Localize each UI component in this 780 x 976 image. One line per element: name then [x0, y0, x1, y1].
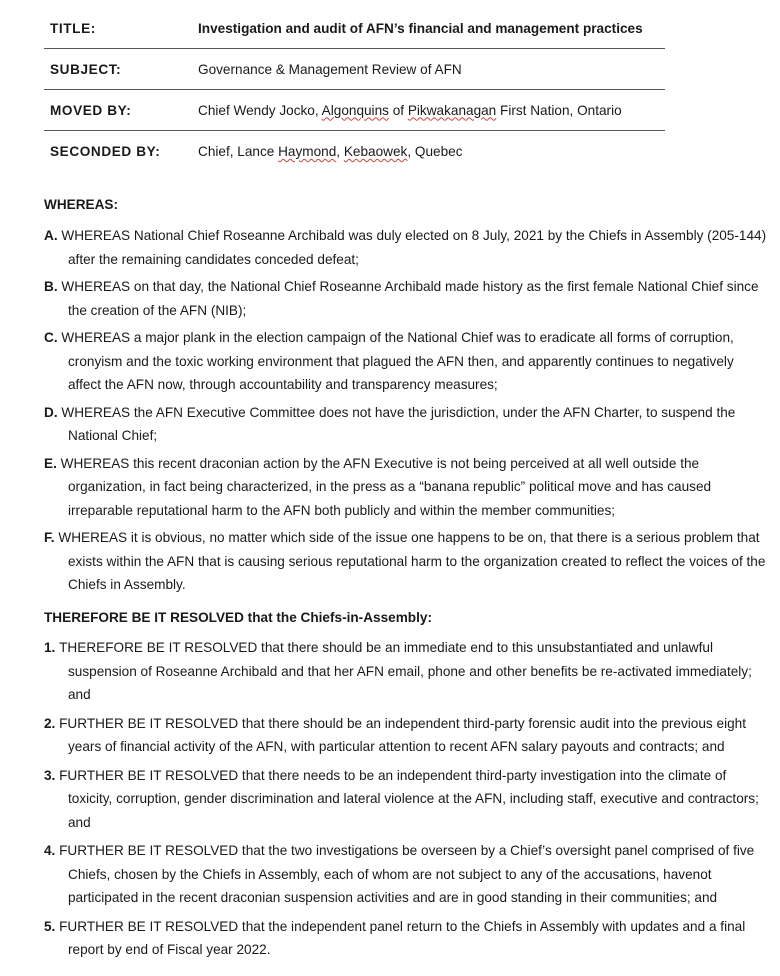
whereas-clause-text: exists within the AFN that is causing serious reputational harm to the organization created to reflect the voices of the	[68, 553, 766, 569]
whereas-clause-line	[44, 224, 767, 248]
seconded-by-label: SECONDED BY:	[50, 144, 161, 159]
resolved-clause-line	[44, 915, 744, 939]
subject-value: Governance & Management Review of AFN	[198, 61, 462, 77]
resolved-clause-marker: 1.	[44, 640, 60, 655]
whereas-clause-text: organization, in fact being characterized, in the press as a “banana republic” political move and has caused	[68, 479, 712, 494]
resolved-heading: THEREFORE BE IT RESOLVED that the Chiefs-in-Assembly:	[44, 610, 432, 625]
resolved-clause-text: FURTHER BE IT RESOLVED that the two investigations be overseen by a Chief’s oversight panel comprised of five	[59, 843, 755, 858]
whereas-clause-marker: E.	[44, 455, 61, 471]
title-row	[44, 8, 665, 49]
whereas-clause-text: cronyism and the toxic working environment that plagued the AFN then, and apparently continues to negatively	[68, 353, 734, 369]
moved-by-text-3: First Nation, Ontario	[496, 102, 622, 118]
whereas-heading: WHEREAS:	[44, 197, 119, 212]
whereas-clause-text: WHEREAS the AFN Executive Committee does not have the jurisdiction, under the AFN Charter, to suspend the	[61, 404, 736, 420]
resolved-clause-line	[44, 735, 744, 759]
whereas-clause-marker: B.	[44, 279, 62, 294]
resolved-clause-marker: 3.	[44, 767, 60, 783]
whereas-clause-line	[44, 452, 744, 476]
whereas-clause-text: affect the AFN now, through accountability and transparency measures;	[68, 377, 498, 392]
moved-by-text-2: of	[388, 102, 408, 118]
seconded-by-word-1: Haymond	[278, 144, 337, 159]
resolved-clause-line	[44, 683, 744, 707]
whereas-clause	[44, 326, 744, 397]
resolved-clause	[44, 764, 759, 835]
resolved-clause-text: toxicity, corruption, gender discrimination and lateral violence at the AFN, including staff, executive and contractors;	[68, 791, 759, 806]
resolved-clause-line	[44, 636, 744, 660]
resolved-clause-text: suspension of Roseanne Archibald and that her AFN email, phone and other benefits be re-activated immediately;	[68, 663, 752, 679]
resolved-clauses	[44, 636, 759, 962]
resolved-clause-text: years of financial activity of the AFN, with particular attention to recent AFN salary payouts and contracts; and	[68, 739, 725, 754]
whereas-clause-marker: D.	[44, 404, 62, 420]
whereas-clause	[44, 401, 744, 448]
moved-by-word-2: Pikwakanagan	[407, 102, 497, 118]
resolved-clause-text: Chiefs, chosen by the Chiefs in Assembly, each of whom are not subject to any of the accusations, havenot	[68, 866, 712, 882]
whereas-clause-text: after the remaining candidates conceded defeat;	[68, 251, 359, 267]
whereas-clause-line	[44, 424, 744, 448]
whereas-clause-line	[44, 373, 744, 397]
resolved-clause	[44, 636, 752, 707]
whereas-clause-line	[44, 326, 744, 350]
whereas-clause-text: irreparable reputational harm to the AFN both publicly and within the member communities;	[68, 502, 616, 518]
whereas-clause	[44, 452, 744, 523]
whereas-clause	[44, 224, 767, 271]
resolved-clause	[44, 915, 744, 962]
resolved-clause	[44, 712, 744, 759]
moved-by-row	[44, 90, 665, 131]
moved-by-label: MOVED BY:	[50, 102, 132, 118]
moved-by-word-1: Algonquins	[321, 102, 389, 118]
seconded-by-text-3: , Quebec	[407, 144, 463, 159]
resolved-clause-text: report by end of Fiscal year 2022.	[68, 942, 271, 957]
whereas-clause-text: the creation of the AFN (NIB);	[68, 302, 247, 318]
seconded-by-text-1: Chief, Lance	[198, 144, 279, 159]
moved-by-value	[198, 103, 665, 118]
whereas-clause-marker: F.	[44, 530, 59, 545]
whereas-clause-line	[44, 526, 760, 550]
whereas-clause-line	[44, 248, 744, 272]
resolved-clause-line	[44, 938, 744, 962]
resolved-clause-marker: 2.	[44, 715, 60, 731]
resolved-clause-line	[44, 839, 755, 863]
whereas-clause-text: WHEREAS it is obvious, no matter which side of the issue one happens to be on, that there is a serious problem that	[58, 530, 760, 545]
whereas-clause-line	[44, 401, 744, 425]
resolved-clause-line	[44, 863, 744, 887]
resolved-clause-text: THEREFORE BE IT RESOLVED that there should be an immediate end to this unsubstantiated and unlawful	[59, 640, 713, 655]
resolved-clause-line	[44, 886, 744, 910]
whereas-clause-line	[44, 550, 766, 574]
resolved-clause-text: FURTHER BE IT RESOLVED that there needs to be an independent third-party investigation into the climate of	[59, 767, 727, 783]
resolved-clause-text: participated in the recent draconian suspension activities and are in good standing in their communities; and	[68, 890, 718, 905]
whereas-clause-marker: A.	[44, 228, 62, 243]
seconded-by-row	[44, 131, 665, 172]
resolved-clause-text: and	[68, 814, 91, 830]
whereas-clause	[44, 526, 766, 597]
whereas-clauses	[44, 224, 767, 597]
resolved-clause-marker: 4.	[44, 843, 60, 858]
resolved-clause	[44, 839, 755, 910]
resolved-clause-line	[44, 787, 759, 811]
resolved-clause-line	[44, 660, 752, 684]
resolved-clause-marker: 5.	[44, 918, 60, 934]
title-label: TITLE:	[50, 20, 96, 36]
whereas-clause-line	[44, 475, 744, 499]
resolved-clause-text: FURTHER BE IT RESOLVED that there should be an independent third-party forensic audit into the previous eight	[59, 715, 746, 731]
seconded-by-text-2: ,	[336, 144, 344, 159]
resolved-clause-line	[44, 811, 744, 835]
title-value: Investigation and audit of AFN’s financial and management practices	[198, 20, 643, 36]
seconded-by-value	[198, 144, 665, 159]
whereas-clause-text: Chiefs in Assembly.	[68, 577, 186, 592]
whereas-clause-line	[44, 350, 744, 374]
whereas-clause-marker: C.	[44, 330, 62, 345]
whereas-clause-line	[44, 499, 744, 523]
whereas-clause-line	[44, 573, 744, 597]
resolved-clause-text: and	[68, 687, 91, 702]
whereas-clause-line	[44, 299, 744, 323]
whereas-clause-text: WHEREAS National Chief Roseanne Archibald was duly elected on 8 July, 2021 by the Chiefs in Assembly (205-144)	[61, 228, 767, 243]
subject-label: SUBJECT:	[50, 61, 122, 77]
whereas-clause-text: WHEREAS on that day, the National Chief Roseanne Archibald made history as the first female National Chief since	[61, 279, 759, 294]
whereas-clause-line	[44, 275, 759, 299]
whereas-clause-text: National Chief;	[68, 428, 158, 443]
resolution-header-table	[44, 8, 665, 172]
moved-by-text-1: Chief Wendy Jocko,	[198, 102, 322, 118]
whereas-clause-text: WHEREAS a major plank in the election campaign of the National Chief was to eradicate all forms of corruption,	[61, 330, 734, 345]
seconded-by-word-2: Kebaowek	[343, 144, 408, 159]
whereas-clause	[44, 275, 759, 322]
whereas-clause-text: WHEREAS this recent draconian action by the AFN Executive is not being perceived at all well outside the	[60, 455, 700, 471]
subject-row	[44, 49, 665, 90]
resolved-clause-line	[44, 712, 744, 736]
resolved-clause-line	[44, 764, 744, 788]
resolved-clause-text: FURTHER BE IT RESOLVED that the independent panel return to the Chiefs in Assembly with updates and a final	[59, 918, 746, 934]
